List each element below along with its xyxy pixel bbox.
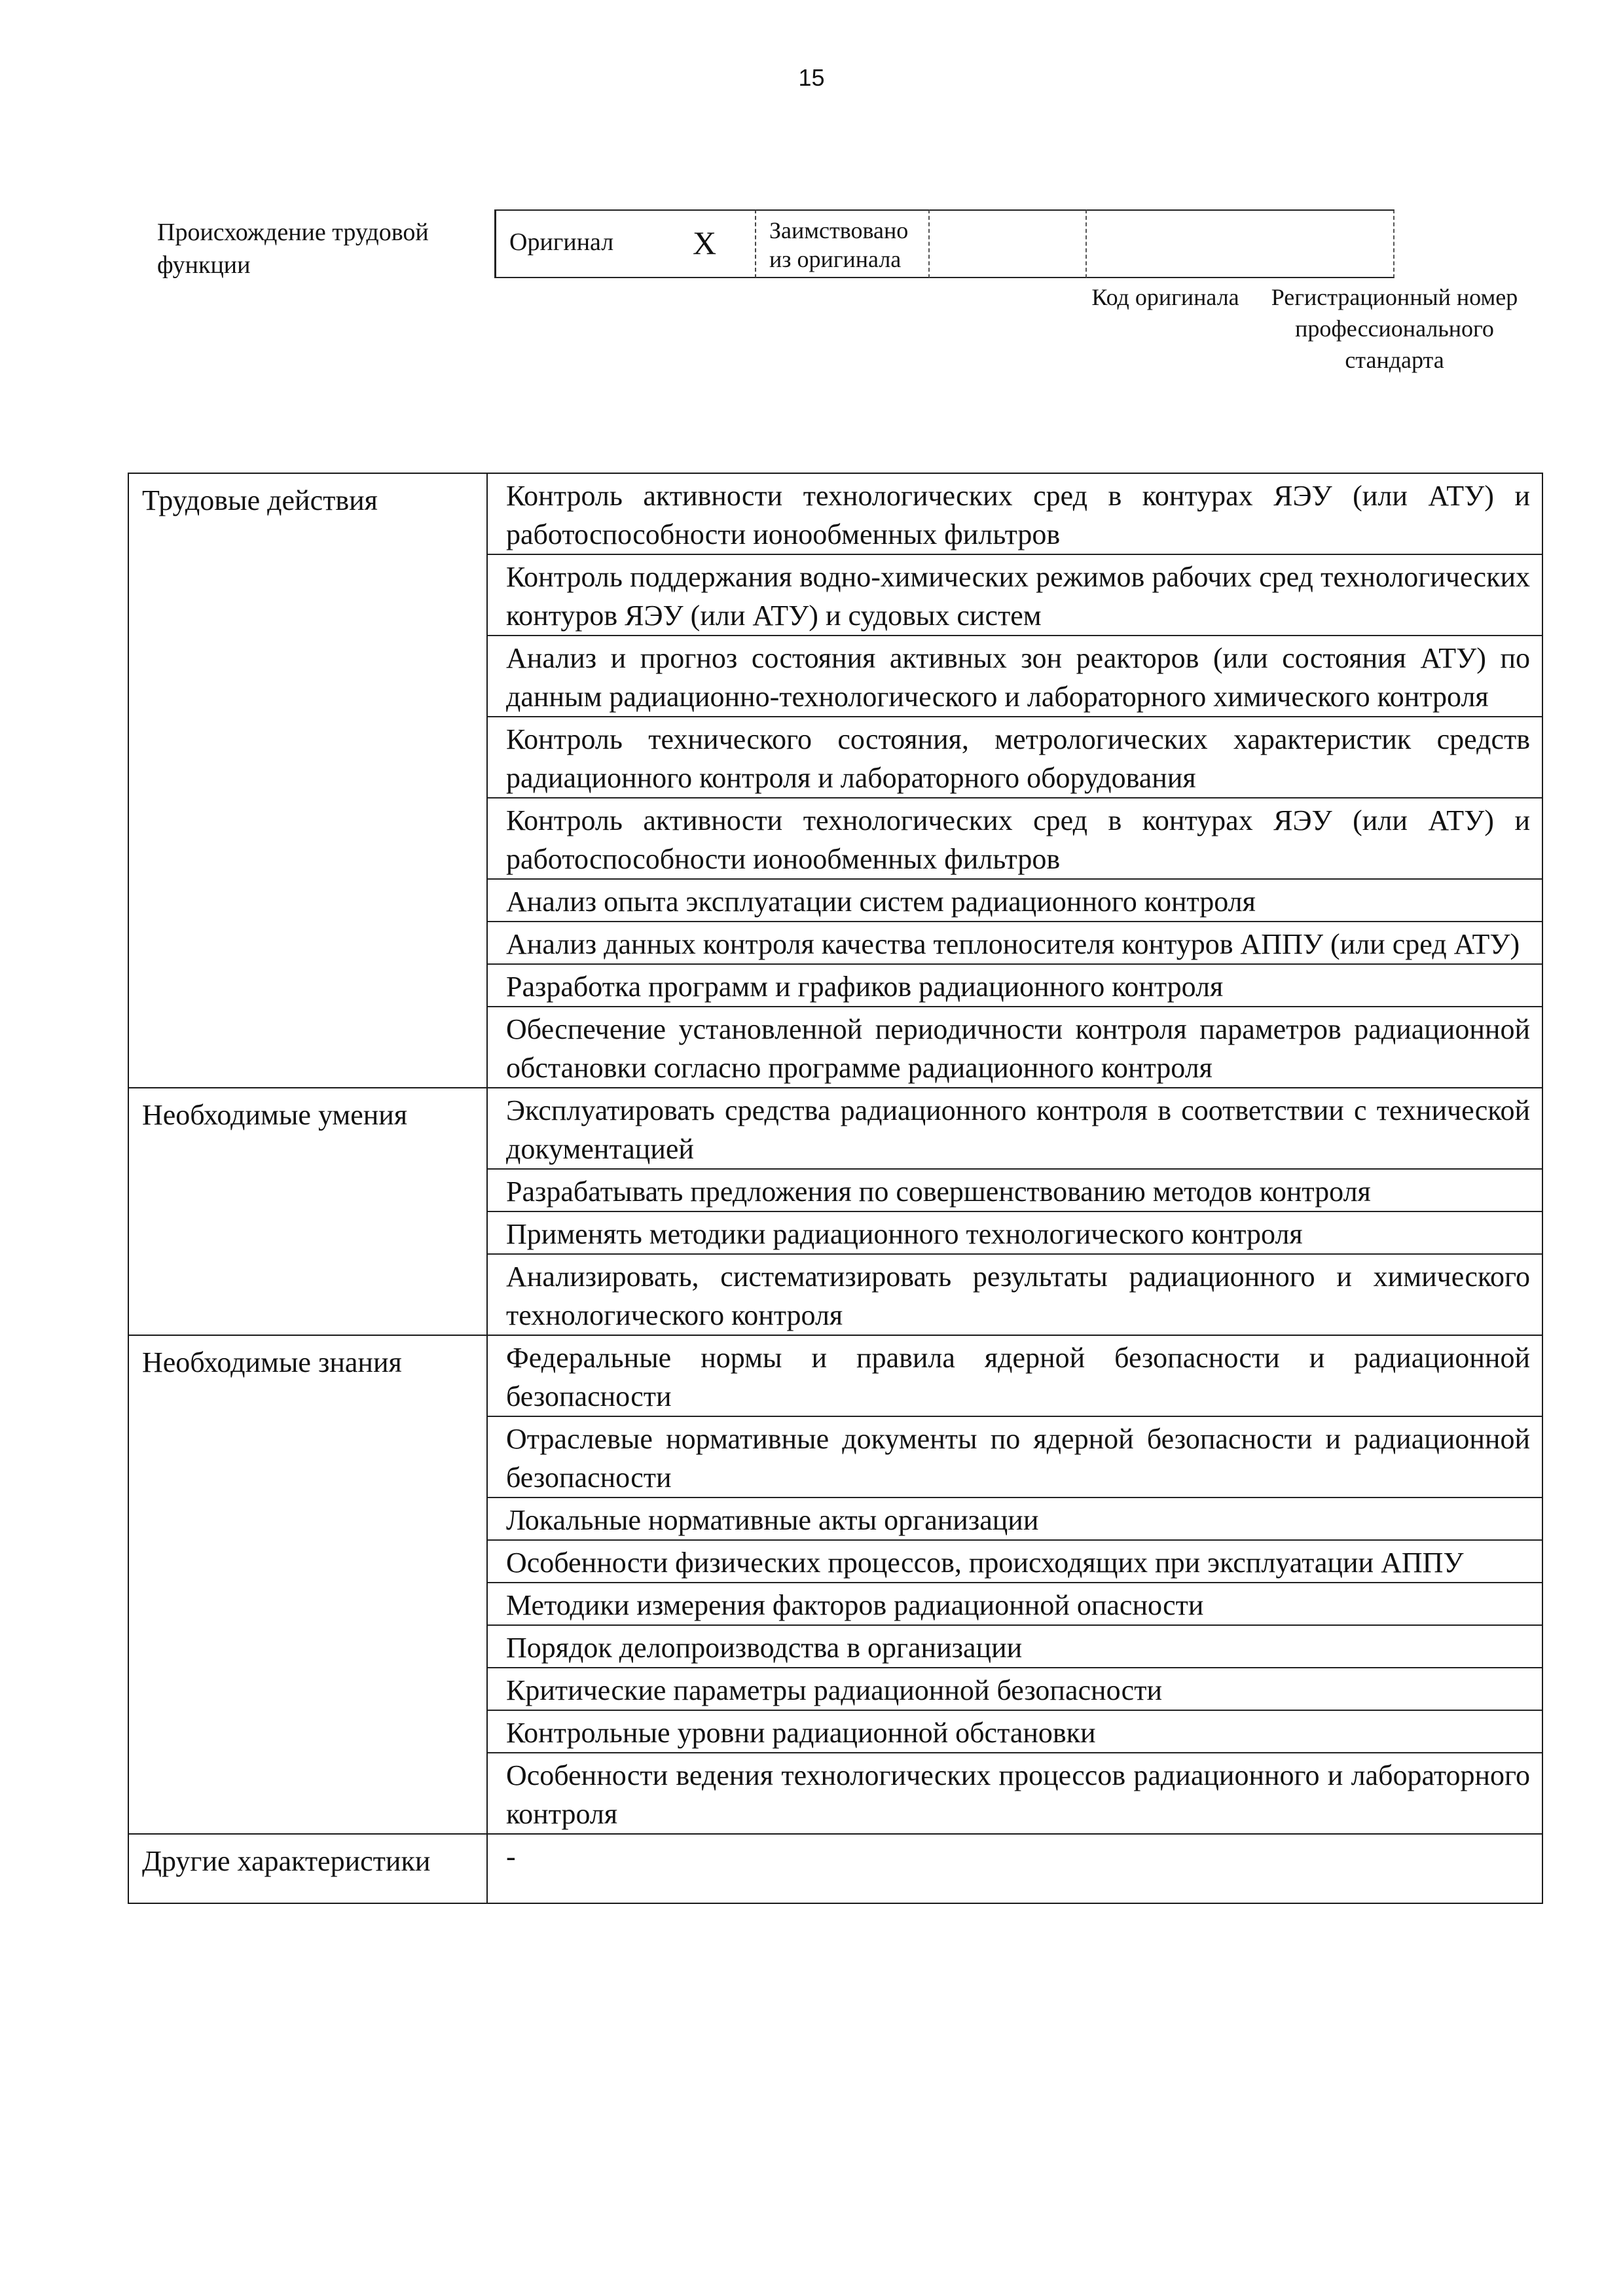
labor-function-table xyxy=(128,473,1543,1904)
list-item: Особенности ведения технологических процессов радиационного и лабораторного контроля xyxy=(506,1759,1530,1830)
list-item: Анализ опыта эксплуатации систем радиационного контроля xyxy=(488,880,1542,922)
section-row-labor-actions xyxy=(128,473,1542,1088)
section-label: Другие характеристики xyxy=(142,1845,431,1877)
registration-caption: Регистрационный номер профессионального стандарта xyxy=(1271,284,1518,373)
list-item: Критические параметры радиационной безопасности xyxy=(488,1668,1542,1711)
list-item: Отраслевые нормативные документы по ядерной безопасности и радиационной безопасности xyxy=(488,1417,1542,1498)
original-cell xyxy=(494,209,756,278)
list-item: Локальные нормативные акты организации xyxy=(488,1498,1542,1541)
origin-label: Происхождение трудовой функции xyxy=(157,219,429,279)
section-label: Необходимые знания xyxy=(142,1346,402,1378)
section-label: Необходимые умения xyxy=(142,1099,408,1131)
section-row-skills xyxy=(128,1088,1542,1335)
list-item: Контроль технического состояния, метрологических характеристик средств радиационного контроля и лабораторного оборудования xyxy=(488,717,1542,798)
original-mark: X xyxy=(693,224,717,261)
list-item: Обеспечение установленной периодичности контроля параметров радиационной обстановки согласно программе радиационного контроля xyxy=(506,1013,1530,1084)
list-item: Контроль активности технологических сред в контурах ЯЭУ (или АТУ) и работоспособности ионообменных фильтров xyxy=(488,474,1542,555)
section-row-knowledge xyxy=(128,1335,1542,1834)
list-item: Применять методики радиационного технологического контроля xyxy=(488,1212,1542,1255)
list-item: Анализ и прогноз состояния активных зон реакторов (или состояния АТУ) по данным радиационно-технологического и лабораторного химического контроля xyxy=(488,636,1542,717)
list-item: Контроль поддержания водно-химических режимов рабочих сред технологических контуров ЯЭУ (или АТУ) и судовых систем xyxy=(488,555,1542,636)
list-item: Федеральные нормы и правила ядерной безопасности и радиационной безопасности xyxy=(488,1336,1542,1417)
list-item: Методики измерения факторов радиационной опасности xyxy=(488,1583,1542,1626)
list-item: Особенности физических процессов, происходящих при эксплуатации АППУ xyxy=(488,1541,1542,1583)
list-item: Контроль активности технологических сред в контурах ЯЭУ (или АТУ) и работоспособности ионообменных фильтров xyxy=(488,798,1542,880)
list-item: Разработка программ и графиков радиационного контроля xyxy=(488,965,1542,1007)
list-item: Анализировать, систематизировать результаты радиационного и химического технологического контроля xyxy=(506,1261,1530,1331)
list-item: Разрабатывать предложения по совершенствованию методов контроля xyxy=(488,1170,1542,1212)
original-code-cell xyxy=(930,209,1087,278)
borrowed-cell xyxy=(756,209,930,278)
original-label: Оригинал xyxy=(509,228,614,256)
list-item: Контрольные уровни радиационной обстановки xyxy=(488,1711,1542,1753)
list-item: Анализ данных контроля качества теплоносителя контуров АППУ (или сред АТУ) xyxy=(488,922,1542,965)
borrowed-label: Заимствовано из оригинала xyxy=(769,217,909,272)
section-label: Трудовые действия xyxy=(142,484,378,516)
list-item: Порядок делопроизводства в организации xyxy=(488,1626,1542,1668)
other-value: - xyxy=(506,1840,516,1873)
registration-number-cell xyxy=(1087,209,1395,278)
code-caption: Код оригинала xyxy=(1091,284,1239,310)
section-row-other xyxy=(128,1834,1542,1903)
list-item: Эксплуатировать средства радиационного контроля в соответствии с технической документацией xyxy=(488,1088,1542,1170)
page-number: 15 xyxy=(798,64,825,91)
